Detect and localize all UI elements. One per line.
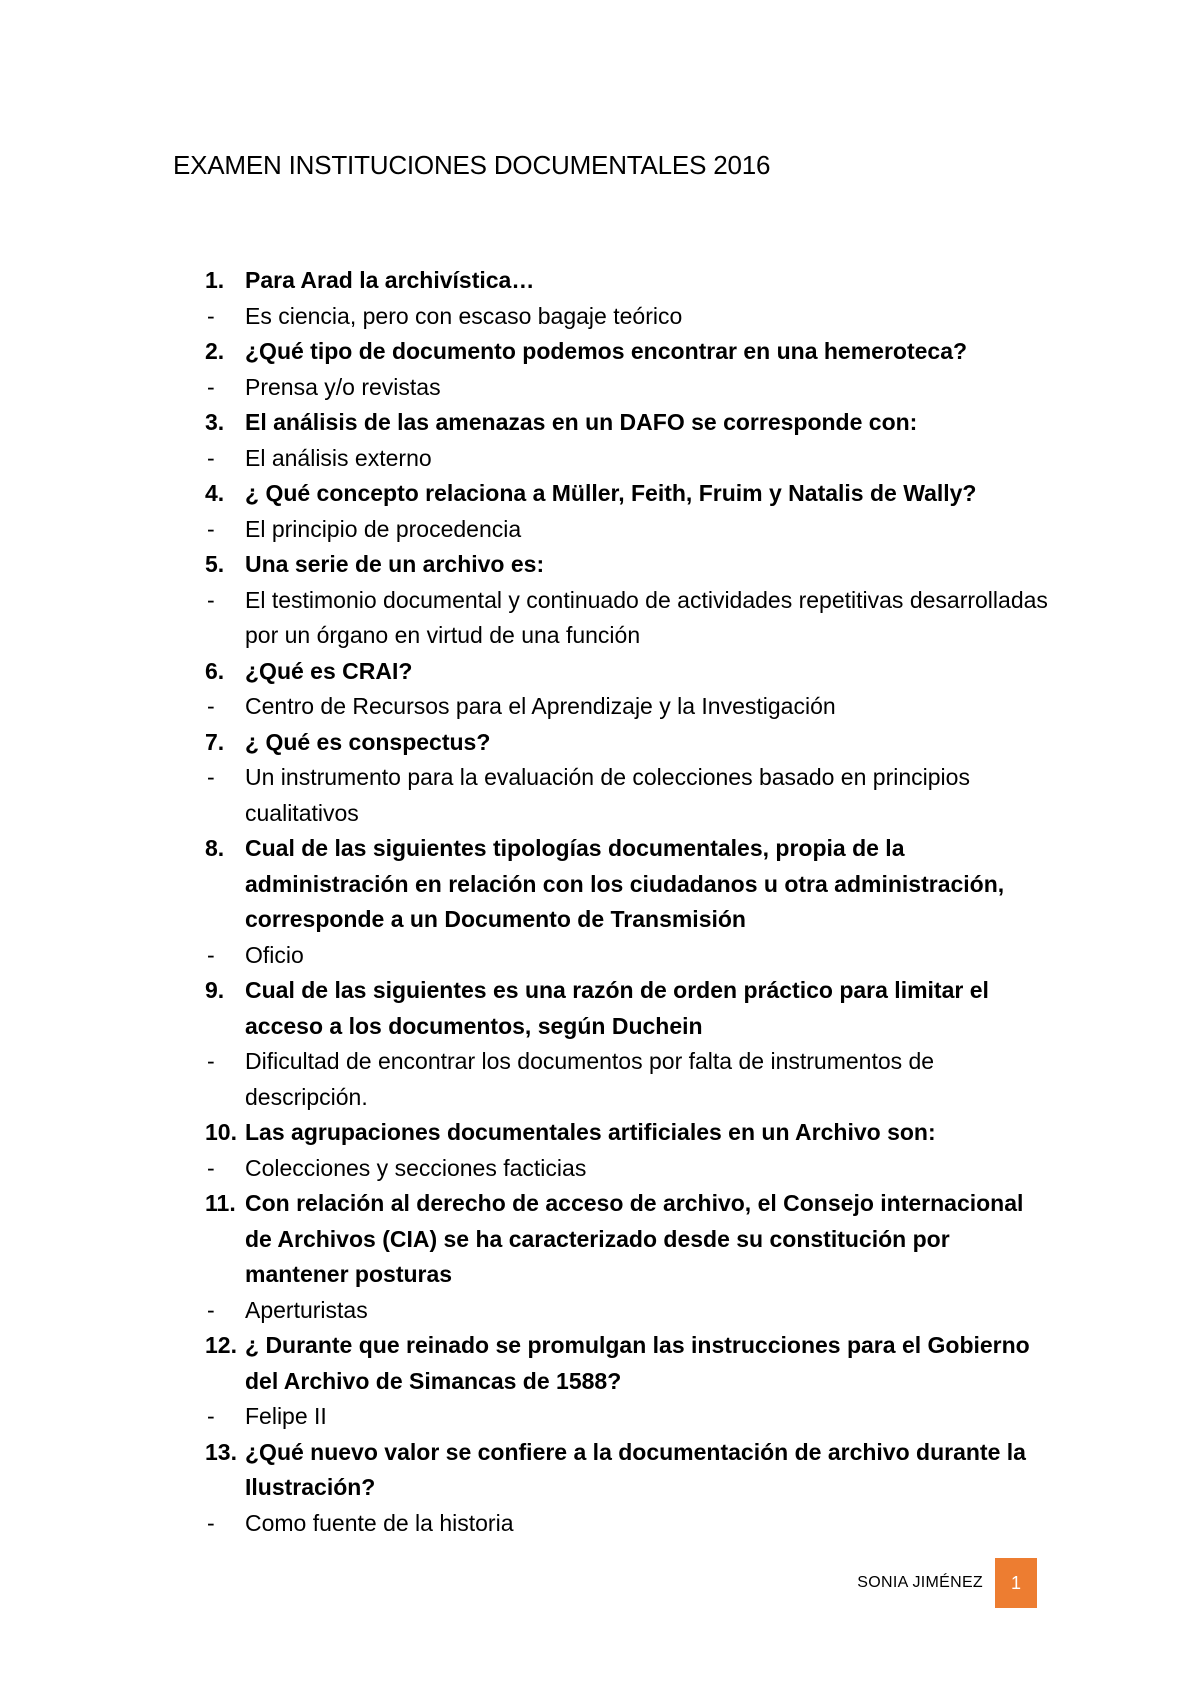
question-item	[205, 476, 1055, 512]
question-text: Cual de las siguientes tipologías documentales, propia de la administración en relación con los ciudadanos u otra administración, corresponde a un Documento de Transmisión	[245, 835, 1005, 932]
question-text: ¿ Qué concepto relaciona a Müller, Feith, Fruim y Natalis de Wally?	[245, 480, 977, 506]
answer-item	[205, 1399, 1055, 1435]
question-number: 5.	[205, 551, 225, 577]
answer-text: El principio de procedencia	[245, 515, 522, 542]
answer-item	[205, 583, 1055, 654]
answer-item	[205, 441, 1055, 477]
answer-item	[205, 1044, 1055, 1115]
question-number: 9.	[205, 977, 225, 1003]
answer-bullet: -	[207, 693, 215, 719]
answer-bullet: -	[207, 941, 215, 968]
question-number: 13.	[205, 1438, 237, 1465]
question-text: ¿Qué nuevo valor se confiere a la documentación de archivo durante la Ilustración?	[245, 1438, 1026, 1500]
question-number: 10.	[205, 1119, 237, 1145]
answer-item	[205, 1293, 1055, 1329]
document-title: EXAMEN INSTITUCIONES DOCUMENTALES 2016	[173, 150, 771, 180]
answer-bullet: -	[207, 1296, 215, 1323]
answer-item	[205, 299, 1055, 335]
question-text: Cual de las siguientes es una razón de orden práctico para limitar el acceso a los documentos, según Duchein	[245, 977, 989, 1039]
question-item	[205, 725, 1055, 761]
question-item	[205, 405, 1055, 441]
page-number-badge: 1	[995, 1558, 1037, 1608]
question-list	[205, 263, 1055, 1541]
question-text: ¿ Durante que reinado se promulgan las instrucciones para el Gobierno del Archivo de Simancas de 1588?	[245, 1332, 1030, 1394]
answer-text: Prensa y/o revistas	[245, 373, 441, 400]
answer-bullet: -	[207, 1154, 215, 1181]
question-item	[205, 831, 1055, 938]
question-number: 3.	[205, 409, 225, 435]
question-item	[205, 263, 1055, 299]
page-footer	[857, 1558, 1037, 1608]
question-text: Una serie de un archivo es:	[245, 551, 545, 577]
question-number: 1.	[205, 267, 225, 293]
question-item	[205, 1115, 1055, 1151]
question-item	[205, 334, 1055, 370]
answer-item	[205, 1151, 1055, 1187]
question-text: ¿Qué tipo de documento podemos encontrar en una hemeroteca?	[245, 338, 968, 364]
answer-bullet: -	[207, 1403, 215, 1429]
question-number: 12.	[205, 1332, 237, 1358]
answer-item	[205, 760, 1055, 831]
question-item	[205, 1435, 1055, 1506]
answer-bullet: -	[207, 444, 215, 471]
answer-item	[205, 512, 1055, 548]
answer-item	[205, 1506, 1055, 1542]
footer-author: SONIA JIMÉNEZ	[857, 1574, 983, 1591]
answer-text: Un instrumento para la evaluación de colecciones basado en principios cualitativos	[245, 764, 970, 826]
question-text: ¿ Qué es conspectus?	[245, 728, 491, 755]
question-item	[205, 654, 1055, 690]
question-text: El análisis de las amenazas en un DAFO se corresponde con:	[245, 409, 918, 435]
answer-text: El testimonio documental y continuado de actividades repetitivas desarrolladas por un órgano en virtud de una función	[245, 586, 1048, 648]
answer-bullet: -	[207, 373, 215, 400]
answer-text: Como fuente de la historia	[245, 1509, 514, 1536]
answer-text: Es ciencia, pero con escaso bagaje teórico	[245, 302, 683, 329]
question-item	[205, 1328, 1055, 1399]
question-text: ¿Qué es CRAI?	[245, 657, 413, 684]
answer-bullet: -	[207, 1048, 215, 1074]
question-item	[205, 973, 1055, 1044]
answer-text: Aperturistas	[245, 1296, 368, 1323]
answer-bullet: -	[207, 515, 215, 542]
question-item	[205, 1186, 1055, 1293]
question-number: 8.	[205, 835, 225, 861]
answer-text: Centro de Recursos para el Aprendizaje y la Investigación	[245, 693, 836, 719]
question-number: 4.	[205, 480, 225, 506]
answer-text: Oficio	[245, 941, 304, 968]
question-text: Las agrupaciones documentales artificiales en un Archivo son:	[245, 1119, 936, 1145]
question-text: Con relación al derecho de acceso de archivo, el Consejo internacional de Archivos (CIA) se ha caracterizado desde su constitución por mantener posturas	[245, 1190, 1024, 1287]
answer-text: Dificultad de encontrar los documentos por falta de instrumentos de descripción.	[245, 1048, 935, 1110]
answer-item	[205, 689, 1055, 725]
question-number: 2.	[205, 338, 225, 364]
answer-item	[205, 370, 1055, 406]
answer-bullet: -	[207, 1509, 215, 1536]
answer-text: Felipe II	[245, 1403, 327, 1429]
answer-bullet: -	[207, 586, 215, 613]
answer-bullet: -	[207, 764, 215, 790]
question-number: 11.	[205, 1190, 236, 1216]
answer-bullet: -	[207, 302, 215, 329]
answer-item	[205, 938, 1055, 974]
question-number: 7.	[205, 728, 225, 755]
answer-text: El análisis externo	[245, 444, 432, 471]
question-number: 6.	[205, 657, 225, 684]
question-text: Para Arad la archivística…	[245, 267, 535, 293]
question-item	[205, 547, 1055, 583]
answer-text: Colecciones y secciones facticias	[245, 1154, 587, 1181]
